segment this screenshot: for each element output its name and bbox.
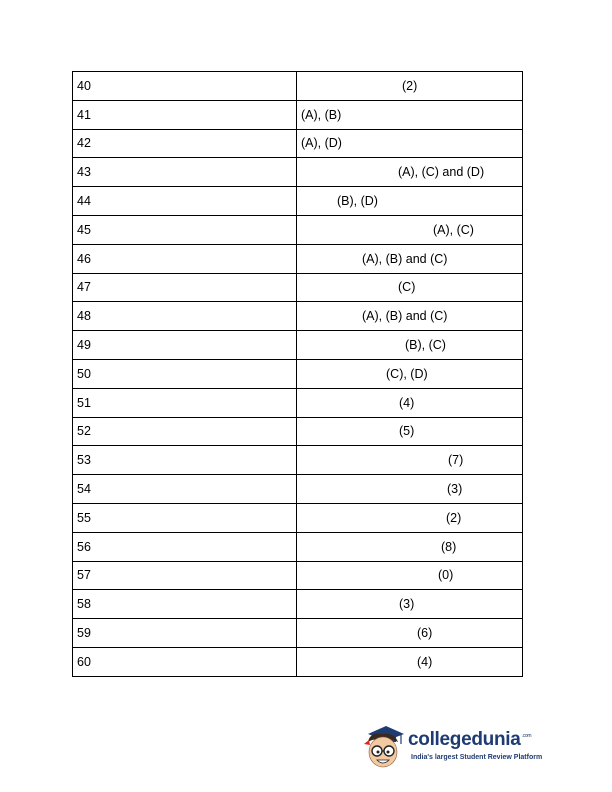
question-number-cell: 46 xyxy=(73,244,297,273)
table-row xyxy=(73,446,523,475)
table-row xyxy=(73,331,523,360)
answer-text: (A), (C) xyxy=(433,222,474,237)
answer-cell xyxy=(297,100,523,129)
question-number-cell: 40 xyxy=(73,72,297,101)
answer-cell xyxy=(297,388,523,417)
table-row xyxy=(73,158,523,187)
answer-text: (0) xyxy=(438,568,454,583)
answer-text: (A), (C) and (D) xyxy=(398,165,485,180)
answer-text: (A), (B) and (C) xyxy=(362,309,448,324)
answer-text: (C) xyxy=(398,280,416,295)
answer-cell xyxy=(297,331,523,360)
answer-text: (B), (D) xyxy=(337,194,378,209)
question-number-cell: 43 xyxy=(73,158,297,187)
answer-cell xyxy=(297,561,523,590)
question-number-cell: 48 xyxy=(73,302,297,331)
question-number-cell: 50 xyxy=(73,359,297,388)
table-row xyxy=(73,187,523,216)
table-row xyxy=(73,590,523,619)
question-number-cell: 56 xyxy=(73,532,297,561)
table-row xyxy=(73,388,523,417)
table-row xyxy=(73,475,523,504)
answer-cell xyxy=(297,532,523,561)
answer-cell xyxy=(297,158,523,187)
answer-text: (8) xyxy=(441,539,457,554)
mascot-icon xyxy=(360,722,406,772)
answer-text: (3) xyxy=(399,597,415,612)
answer-text: (A), (B) and (C) xyxy=(362,251,448,266)
answer-cell xyxy=(297,359,523,388)
question-number-cell: 59 xyxy=(73,619,297,648)
table-row xyxy=(73,561,523,590)
table-row xyxy=(73,129,523,158)
answer-text: (A), (B) xyxy=(301,107,342,122)
table-row xyxy=(73,417,523,446)
answer-cell xyxy=(297,273,523,302)
answer-cell xyxy=(297,302,523,331)
question-number-cell: 44 xyxy=(73,187,297,216)
answer-cell xyxy=(297,619,523,648)
question-number-cell: 45 xyxy=(73,215,297,244)
answer-cell xyxy=(297,647,523,676)
answer-text: (2) xyxy=(402,78,418,93)
answer-cell xyxy=(297,417,523,446)
question-number-cell: 41 xyxy=(73,100,297,129)
table-row xyxy=(73,503,523,532)
table-row xyxy=(73,619,523,648)
question-number-cell: 49 xyxy=(73,331,297,360)
question-number-cell: 53 xyxy=(73,446,297,475)
table-row xyxy=(73,647,523,676)
question-number-cell: 60 xyxy=(73,647,297,676)
answer-cell xyxy=(297,72,523,101)
table-row xyxy=(73,244,523,273)
answer-cell xyxy=(297,446,523,475)
answer-cell xyxy=(297,475,523,504)
logo-wordmark: collegedunia$^{.com}$ xyxy=(408,729,532,750)
question-number-cell: 54 xyxy=(73,475,297,504)
question-number-cell: 55 xyxy=(73,503,297,532)
table-row xyxy=(73,72,523,101)
answer-cell xyxy=(297,215,523,244)
answer-text: (6) xyxy=(417,626,433,641)
answer-cell xyxy=(297,503,523,532)
answer-key-table xyxy=(72,71,523,677)
answer-text: (B), (C) xyxy=(405,338,446,353)
logo-domain-suffix: .com xyxy=(521,733,532,739)
question-number-cell: 42 xyxy=(73,129,297,158)
table-row xyxy=(73,273,523,302)
answer-text: (C), (D) xyxy=(386,366,428,381)
answer-text: (4) xyxy=(417,654,433,669)
answer-cell xyxy=(297,129,523,158)
answer-cell xyxy=(297,590,523,619)
answer-text: (2) xyxy=(446,510,462,525)
answer-key-rows xyxy=(73,72,523,677)
question-number-cell: 51 xyxy=(73,388,297,417)
table-row xyxy=(73,359,523,388)
question-number-cell: 47 xyxy=(73,273,297,302)
table-row xyxy=(73,100,523,129)
collegedunia-logo xyxy=(360,722,550,774)
question-number-cell: 58 xyxy=(73,590,297,619)
question-number-cell: 57 xyxy=(73,561,297,590)
answer-cell xyxy=(297,244,523,273)
question-number-cell: 52 xyxy=(73,417,297,446)
answer-text: (3) xyxy=(447,482,463,497)
answer-text: (5) xyxy=(399,424,415,439)
table-row xyxy=(73,532,523,561)
answer-text: (7) xyxy=(448,453,464,468)
table-row xyxy=(73,302,523,331)
table-row xyxy=(73,215,523,244)
answer-text: (4) xyxy=(399,395,415,410)
answer-text: (A), (D) xyxy=(301,136,342,151)
answer-cell xyxy=(297,187,523,216)
logo-tagline: India's largest Student Review Platform xyxy=(411,754,543,761)
